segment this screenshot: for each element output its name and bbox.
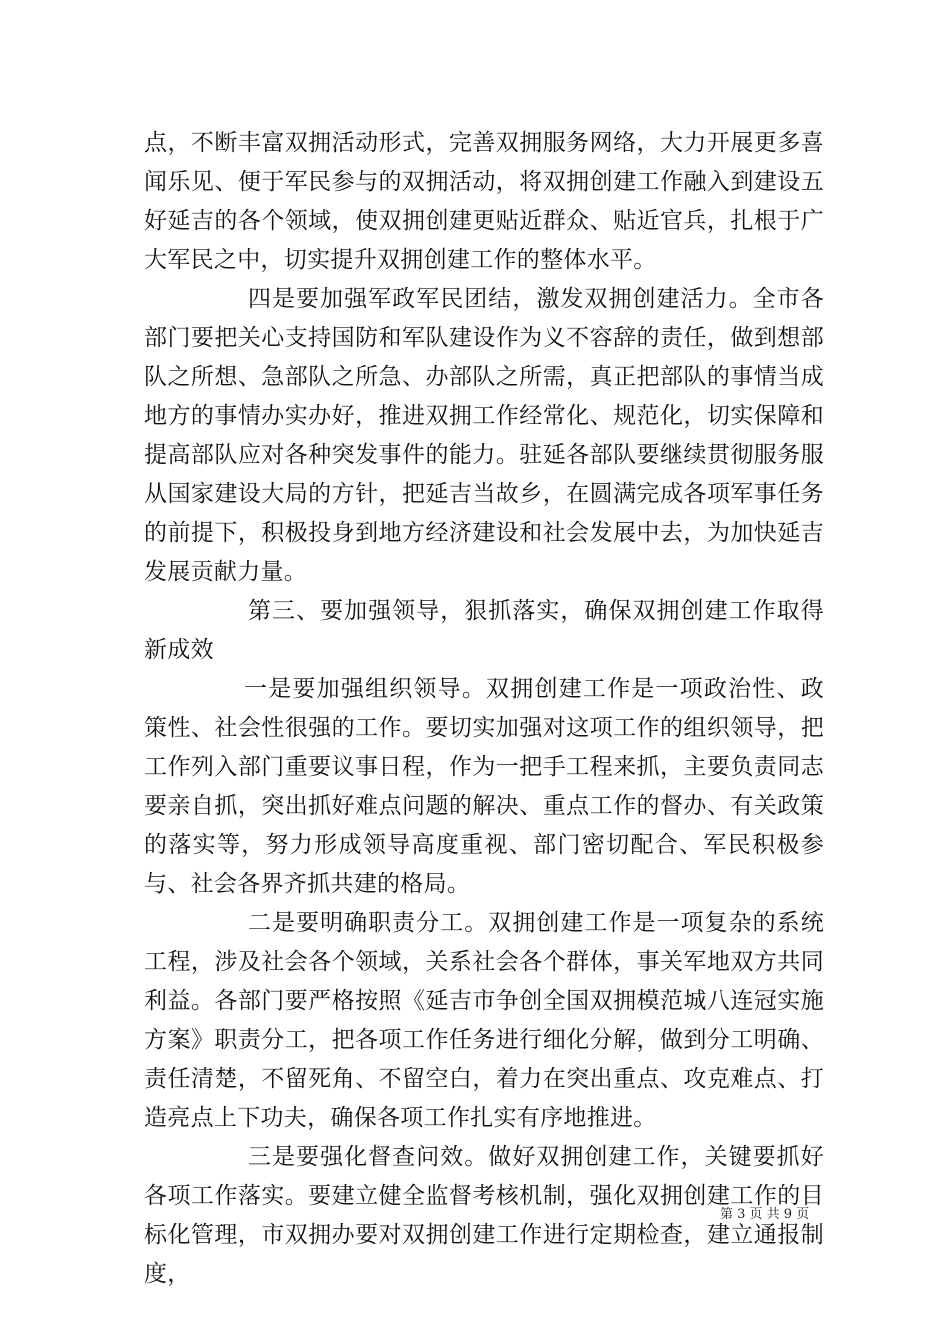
paragraph-continuation: 点，不断丰富双拥活动形式，完善双拥服务网络，大力开展更多喜闻乐见、便于军民参与的双拥活动，将双拥创建工作融入到建设五好延吉的各个领域，使双拥创建更贴近群众、贴近官兵，扎根于广大军民之中，切实提升双拥创建工作的整体水平。 bbox=[144, 130, 824, 273]
paragraph-point-three: 三是要强化督查问效。做好双拥创建工作，关键要抓好各项工作落实。要建立健全监督考核机制，强化双拥创建工作的目标化管理，市双拥办要对双拥创建工作进行定期检查，建立通报制度， bbox=[144, 1144, 824, 1287]
page-number-footer: 第 3 页 共 9 页 bbox=[720, 1207, 810, 1222]
section-heading-third: 第三、要加强领导，狠抓落实，确保双拥创建工作取得新成效 bbox=[144, 598, 824, 663]
paragraph-point-two: 二是要明确职责分工。双拥创建工作是一项复杂的系统工程，涉及社会各个领域，关系社会各个群体，事关军地双方共同利益。各部门要严格按照《延吉市争创全国双拥模范城八连冠实施方案》职责分工，把各项工作任务进行细化分解，做到分工明确、责任清楚，不留死角、不留空白，着力在突出重点、攻克难点、打造亮点上下功夫，确保各项工作扎实有序地推进。 bbox=[144, 910, 824, 1131]
document-body bbox=[144, 124, 824, 1294]
paragraph-point-four: 四是要加强军政军民团结，激发双拥创建活力。全市各部门要把关心支持国防和军队建设作为义不容辞的责任，做到想部队之所想、急部队之所急、办部队之所需，真正把部队的事情当成地方的事情办实办好，推进双拥工作经常化、规范化，切实保障和提高部队应对各种突发事件的能力。驻延各部队要继续贯彻服务服从国家建设大局的方针，把延吉当故乡，在圆满完成各项军事任务的前提下，积极投身到地方经济建设和社会发展中去，为加快延吉发展贡献力量。 bbox=[144, 286, 824, 585]
paragraph-point-one: 一是要加强组织领导。双拥创建工作是一项政治性、政策性、社会性很强的工作。要切实加强对这项工作的组织领导，把工作列入部门重要议事日程，作为一把手工程来抓，主要负责同志要亲自抓，突出抓好难点问题的解决、重点工作的督办、有关政策的落实等，努力形成领导高度重视、部门密切配合、军民积极参与、社会各界齐抓共建的格局。 bbox=[144, 676, 824, 897]
